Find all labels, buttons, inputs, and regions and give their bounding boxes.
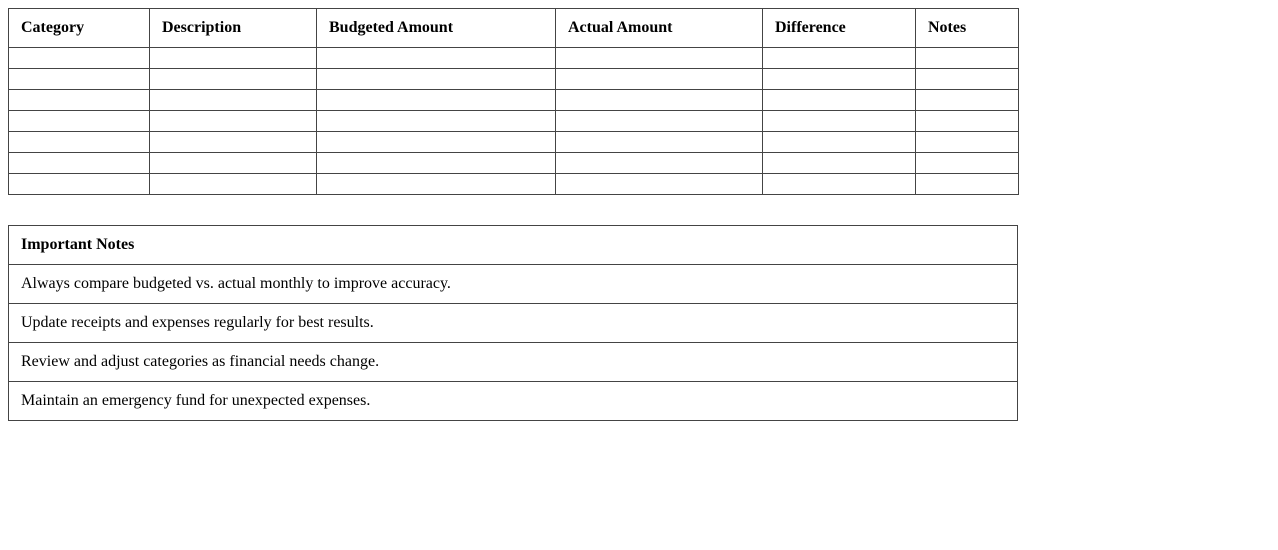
table-cell[interactable] xyxy=(916,111,1019,132)
table-cell[interactable] xyxy=(317,132,556,153)
table-cell[interactable] xyxy=(150,174,317,195)
table-cell[interactable] xyxy=(763,48,916,69)
column-header-description: Description xyxy=(150,9,317,48)
column-header-category: Category xyxy=(9,9,150,48)
table-cell[interactable] xyxy=(763,153,916,174)
table-cell[interactable] xyxy=(556,90,763,111)
important-notes-table xyxy=(8,225,1018,421)
column-header-budgeted-amount: Budgeted Amount xyxy=(317,9,556,48)
table-cell[interactable] xyxy=(556,132,763,153)
note-text: Review and adjust categories as financial needs change. xyxy=(9,343,1018,382)
table-cell[interactable] xyxy=(150,48,317,69)
table-cell[interactable] xyxy=(556,111,763,132)
table-cell[interactable] xyxy=(317,153,556,174)
table-row xyxy=(9,174,1019,195)
table-cell[interactable] xyxy=(916,69,1019,90)
table-row xyxy=(9,153,1019,174)
table-cell[interactable] xyxy=(556,174,763,195)
table-row xyxy=(9,69,1019,90)
table-cell[interactable] xyxy=(150,69,317,90)
table-cell[interactable] xyxy=(9,132,150,153)
column-header-notes: Notes xyxy=(916,9,1019,48)
list-item xyxy=(9,343,1018,382)
table-cell[interactable] xyxy=(317,111,556,132)
column-header-actual-amount: Actual Amount xyxy=(556,9,763,48)
table-cell[interactable] xyxy=(9,153,150,174)
table-cell[interactable] xyxy=(9,111,150,132)
table-row xyxy=(9,132,1019,153)
table-cell[interactable] xyxy=(556,48,763,69)
note-text: Update receipts and expenses regularly for best results. xyxy=(9,304,1018,343)
table-cell[interactable] xyxy=(9,174,150,195)
table-cell[interactable] xyxy=(317,69,556,90)
budget-table xyxy=(8,8,1019,195)
table-cell[interactable] xyxy=(150,153,317,174)
note-text: Always compare budgeted vs. actual monthly to improve accuracy. xyxy=(9,265,1018,304)
table-cell[interactable] xyxy=(317,48,556,69)
table-cell[interactable] xyxy=(763,69,916,90)
table-cell[interactable] xyxy=(556,153,763,174)
table-cell[interactable] xyxy=(9,48,150,69)
table-row xyxy=(9,90,1019,111)
table-cell[interactable] xyxy=(763,111,916,132)
table-cell[interactable] xyxy=(916,48,1019,69)
notes-title: Important Notes xyxy=(9,226,1018,265)
table-cell[interactable] xyxy=(317,90,556,111)
table-cell[interactable] xyxy=(317,174,556,195)
table-cell[interactable] xyxy=(150,111,317,132)
table-cell[interactable] xyxy=(9,69,150,90)
table-cell[interactable] xyxy=(9,90,150,111)
table-cell[interactable] xyxy=(763,132,916,153)
table-cell[interactable] xyxy=(916,90,1019,111)
list-item xyxy=(9,265,1018,304)
table-cell[interactable] xyxy=(916,174,1019,195)
table-cell[interactable] xyxy=(150,90,317,111)
table-cell[interactable] xyxy=(916,132,1019,153)
table-cell[interactable] xyxy=(556,69,763,90)
column-header-difference: Difference xyxy=(763,9,916,48)
notes-header-row xyxy=(9,226,1018,265)
table-cell[interactable] xyxy=(763,174,916,195)
list-item xyxy=(9,304,1018,343)
list-item xyxy=(9,382,1018,421)
table-cell[interactable] xyxy=(150,132,317,153)
budget-header-row xyxy=(9,9,1019,48)
table-cell[interactable] xyxy=(763,90,916,111)
table-row xyxy=(9,111,1019,132)
note-text: Maintain an emergency fund for unexpected expenses. xyxy=(9,382,1018,421)
table-row xyxy=(9,48,1019,69)
table-cell[interactable] xyxy=(916,153,1019,174)
